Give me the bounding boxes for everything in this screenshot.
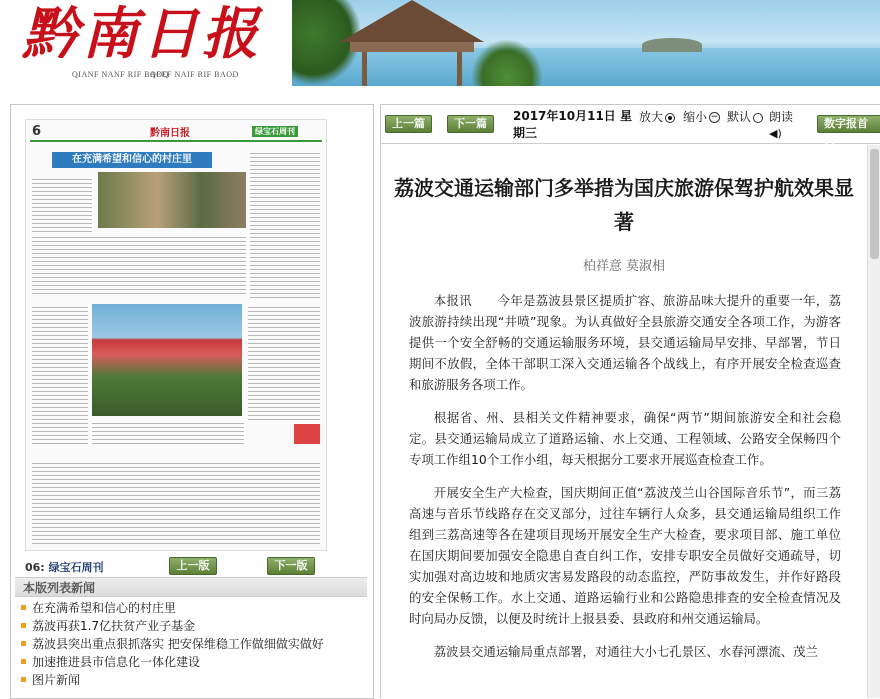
site-header [0,0,880,88]
bullet-icon [21,605,26,610]
thumbnail-headline[interactable]: 在充满希望和信心的村庄里 [52,152,212,168]
default-size-option[interactable] [727,109,763,125]
news-link[interactable]: 荔波县突出重点狠抓落实 把安保维稳工作做细做实做好 [32,637,324,651]
read-aloud-button[interactable] [769,109,797,142]
current-page-label [25,559,104,575]
article-scrollbar[interactable] [867,145,880,698]
digital-home-button[interactable]: 数字报首页 [817,115,880,133]
list-title: 本版列表新闻 [23,581,96,595]
zoom-out-label: 缩小 [683,110,708,124]
read-aloud-label: 朗读 [769,110,794,124]
article-paragraph: 本报讯 今年是荔波县景区提质扩容、旅游品味大提升的重要一年，荔波旅游持续出现“井喷”现象。为认真做好全县旅游交通安全各项工作，为游客提供一个安全舒畅的交通运输服务环境，县交通运输局早安排、早部署，节日期间不放假，全体干部职工深入交通运输各个战线上，有序开展安全检查巡查和旅游服务各项工作。 [409,293,841,392]
article-title: 荔波交通运输部门多举措为国庆旅游保驾护航效果显著 [394,176,854,234]
page-name: 绿宝石周刊 [48,561,104,574]
prev-page-button[interactable]: 上一版 [169,557,217,575]
article-paragraph: 根据省、州、县相关文件精神要求，确保“两节”期间旅游安全和社会稳定。县交通运输局成立了道路运输、水上交通、工程领域、公路安全保畅四个专项工作组10个工作小组，每天根据分工要求开展巡查检查工作。 [409,410,841,467]
thumbnail-masthead: 黔南日报 [150,128,190,139]
header-banner-image [292,0,880,86]
list-item[interactable] [19,617,365,635]
thumbnail-photo[interactable] [92,304,242,416]
zoom-in-option[interactable] [639,109,675,125]
list-item[interactable] [19,635,365,653]
radio-icon[interactable] [665,113,675,123]
news-link[interactable]: 图片新闻 [32,673,81,687]
scrollbar-thumb[interactable] [870,149,879,259]
article-paragraph: 开展安全生产大检查，国庆期间正值“荔波茂兰山谷国际音乐节”，而三荔高速与音乐节线路存在交叉部分，过往车辆行人众多，县交通运输局组织工作组到三荔高速等各在建项目现场开展安全生产大检查，要求项目部、施工单位在国庆期间要加强安全隐患自查自纠工作，安排专职安全员做好交通疏导，切实加强对高边坡和地质灾害易发路段的动态监控，严防事故发生，并作好路段的安全保畅工作。水上交通、道路运输行业和公路隐患排查的安全检查情况及时向局办反馈，以便及时统计上报县委、县政府和州交通运输局。 [409,485,841,626]
list-item[interactable] [19,653,365,671]
logo-pinyin-left: QIANF NANF RIF BAOQ [72,70,169,79]
page-thumbnail[interactable] [25,119,327,551]
bullet-icon [21,641,26,646]
bullet-icon [21,623,26,628]
thumbnail-photo[interactable] [98,172,246,228]
page-number: 06: [25,561,45,574]
minus-circle-icon[interactable]: − [710,112,719,122]
bullet-icon [21,677,26,682]
radio-icon[interactable] [753,113,763,123]
page-news-list [19,599,365,689]
news-link[interactable]: 加速推进县市信息化一体化建设 [32,655,201,669]
speaker-icon: ◀) [769,127,782,140]
logo-pinyin-right: QEEF NAIF RIF BAOD [150,70,239,79]
zoom-in-label: 放大 [639,110,664,124]
article-paragraph: 荔波县交通运输局重点部署，对通往大小七孔景区、水春河漂流、茂兰 [433,644,818,659]
thumbnail-page-number: 6 [32,124,42,139]
list-item[interactable] [19,671,365,689]
list-item[interactable] [19,599,365,617]
thumbnail-section-label: 绿宝石周刊 [252,126,298,137]
page-news-list-header [15,577,367,597]
zoom-out-option[interactable] [683,109,720,125]
newspaper-logo[interactable]: 黔南日报 [22,1,262,67]
page-overview-panel [10,104,374,699]
article-panel [380,104,880,698]
issue-date: 2017年10月11日 星期三 [513,109,632,140]
article-toolbar [381,105,880,144]
news-link[interactable]: 在充满希望和信心的村庄里 [32,601,177,615]
prev-article-button[interactable]: 上一篇 [385,115,432,133]
news-link[interactable]: 荔波再获1.7亿扶贫产业子基金 [32,619,196,633]
next-article-button[interactable]: 下一篇 [447,115,494,133]
article-body [409,290,841,674]
article-authors: 柏祥意 莫淑相 [582,259,666,274]
bullet-icon [21,659,26,664]
default-label: 默认 [727,110,752,124]
article-content [381,145,867,698]
next-page-button[interactable]: 下一版 [267,557,315,575]
